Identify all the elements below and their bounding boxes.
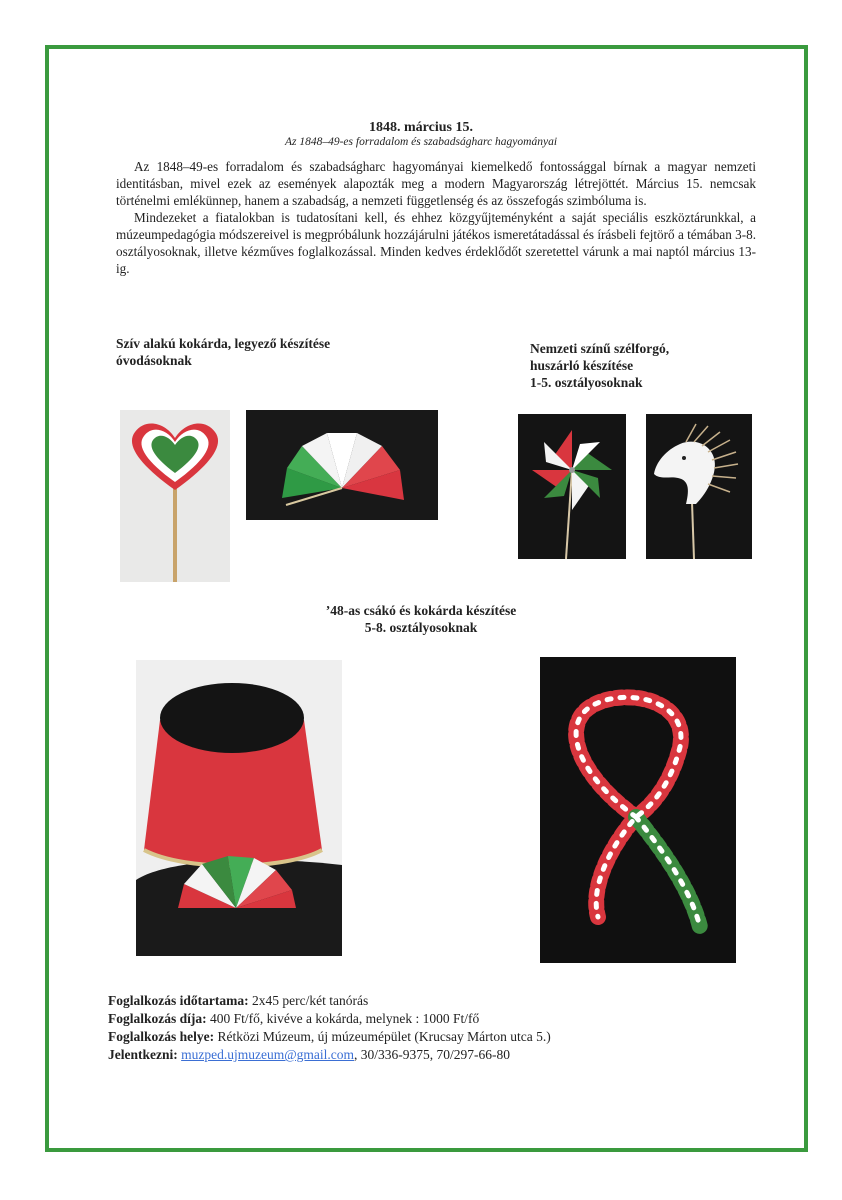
email-link[interactable]: muzped.ujmuzeum@gmail.com <box>181 1047 355 1062</box>
location-line <box>108 1028 551 1046</box>
section-grades-1-5-line3: 1-5. osztályosoknak <box>530 375 643 390</box>
location-value: Rétközi Múzeum, új múzeumépület (Krucsay Márton utca 5.) <box>214 1029 551 1044</box>
fee-value: 400 Ft/fő, kivéve a kokárda, melynek : 1000 Ft/fő <box>206 1011 480 1026</box>
pinwheel-photo <box>518 414 626 559</box>
location-label: Foglalkozás helye: <box>108 1029 215 1044</box>
intro-paragraph-1: Az 1848–49-es forradalom és szabadságharc hagyományai kiemelkedő fontossággal bírnak a magyar nemzeti identitásban, mivel ezek az események alapozták meg a modern Magyarország létrejöttét. Március 15. nemcsak történelmi emlékünnep, hanem a szabadság, a nemzeti függetlenség és az összefogás szimbóluma is. <box>116 159 756 208</box>
info-block <box>108 992 551 1064</box>
section-grades-5-8-line2: 5-8. osztályosoknak <box>364 620 478 635</box>
fee-line <box>108 1010 551 1028</box>
page-subtitle: Az 1848–49-es forradalom és szabadságharc hagyományai <box>284 136 558 148</box>
fee-label: Foglalkozás díja: <box>108 1011 207 1026</box>
shako-hat-photo <box>136 660 342 956</box>
phone-numbers: , 30/336-9375, 70/297-66-80 <box>354 1047 511 1062</box>
duration-value: 2x45 perc/két tanórás <box>248 993 369 1008</box>
register-line <box>108 1046 551 1064</box>
ribbon-cockade-photo <box>540 657 736 963</box>
section-kindergarten-line2: óvodásoknak <box>116 353 192 368</box>
heart-cockade-photo <box>120 410 230 582</box>
section-kindergarten-heading <box>116 335 330 369</box>
intro-text <box>116 158 756 277</box>
register-label: Jelentkezni: <box>108 1047 178 1062</box>
duration-line <box>108 992 551 1010</box>
hobby-horse-photo <box>646 414 752 559</box>
fan-photo <box>246 410 438 520</box>
section-grades-1-5-heading <box>530 340 669 391</box>
page-title: 1848. március 15. <box>369 120 473 135</box>
section-grades-1-5-line1: Nemzeti színű szélforgó, <box>530 341 670 356</box>
section-kindergarten-line1: Szív alakú kokárda, legyező készítése <box>116 336 331 351</box>
intro-paragraph-2: Mindezeket a fiatalokban is tudatosítani kell, és ehhez közgyűjteményként a saját speciális eszköztárunkkal, a múzeumpedagógia módszereivel is megpróbálunk hozzájárulni játékos ismeretátadással és írásbeli fejtörő a témában 3-8. osztályosoknak, illetve kézműves foglalkozással. Minden kedves érdeklődőt szeretettel várunk a mai naptól március 13-ig. <box>116 210 756 276</box>
section-grades-5-8-line1: ’48-as csákó és kokárda készítése <box>325 603 517 618</box>
section-grades-5-8-heading <box>0 602 842 636</box>
duration-label: Foglalkozás időtartama: <box>108 993 249 1008</box>
section-grades-1-5-line2: huszárló készítése <box>530 358 634 373</box>
